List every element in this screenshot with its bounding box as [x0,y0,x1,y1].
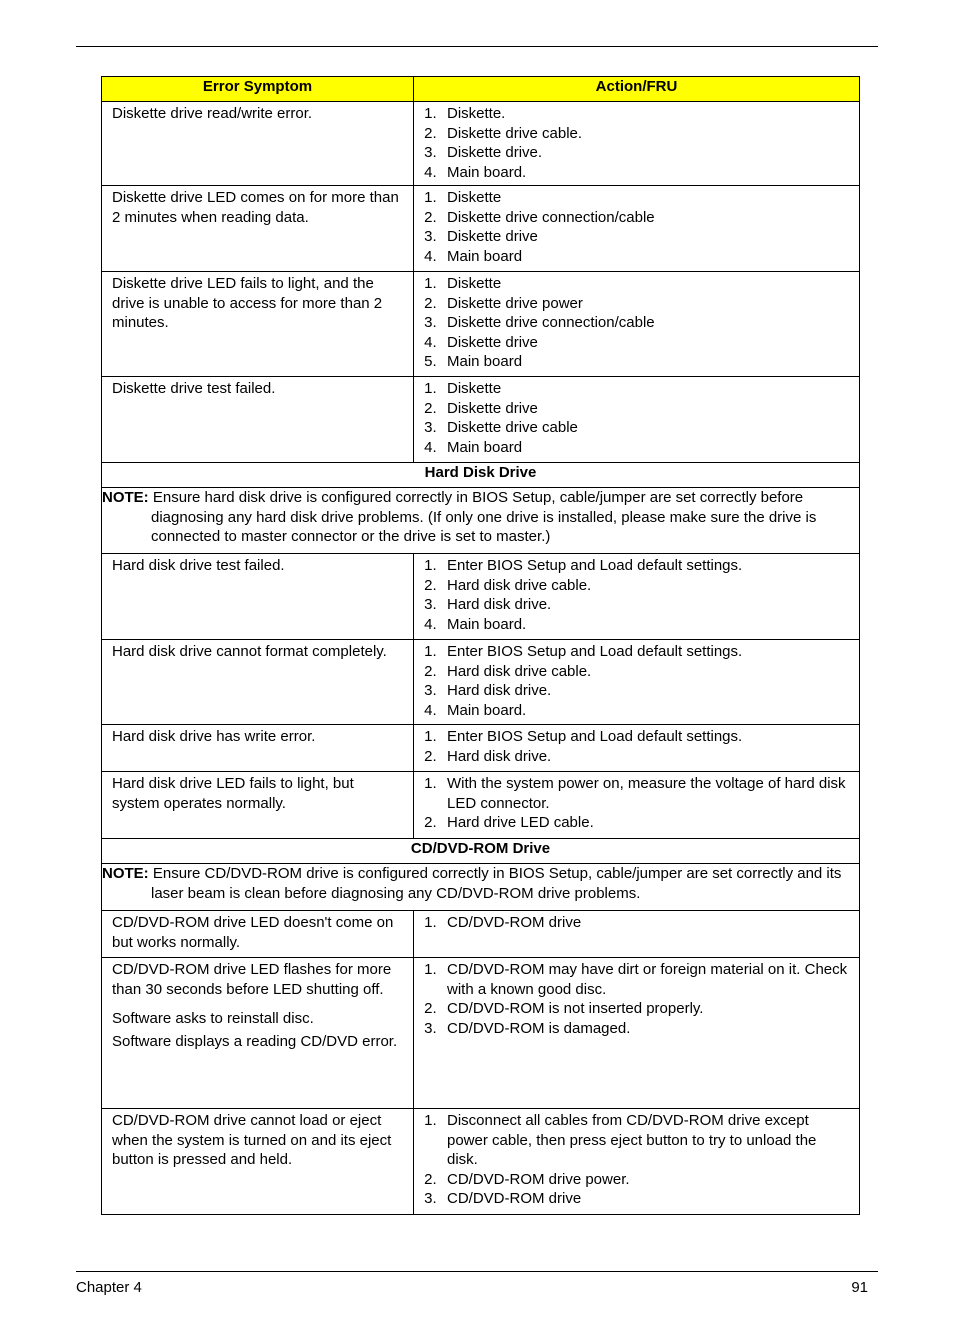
action-cell [414,911,860,958]
symptom-cell [102,102,414,186]
action-number: 2. [424,124,445,142]
action-text: Diskette [447,275,502,292]
action-number: 2. [424,814,445,831]
action-number: 4. [424,701,445,719]
action-list [414,1109,859,1209]
action-item [414,556,849,576]
header-rule [76,46,878,47]
action-text: Diskette drive power [447,294,583,312]
note-label: NOTE: [102,489,149,506]
action-number: 1. [424,275,445,292]
action-cell [414,554,860,640]
action-item [414,379,849,399]
action-item [414,124,849,144]
action-number: 4. [424,438,445,456]
action-number: 3. [424,1190,445,1207]
table-header-row [102,77,860,102]
action-cell [414,725,860,772]
action-text: Diskette. [447,105,506,122]
action-item [414,1019,849,1039]
table-row [102,911,860,958]
action-cell [414,102,860,186]
note-cell [102,488,860,554]
action-text: Main board [447,247,523,265]
action-cell [414,772,860,839]
action-list [414,772,859,833]
action-item [414,399,849,419]
action-number: 1. [424,189,445,206]
table-row [102,725,860,772]
action-text: Main board. [447,615,527,633]
column-header-action-fru: Action/FRU [414,77,860,102]
action-item [414,163,849,183]
column-header-error-symptom: Error Symptom [102,77,414,102]
note-text-block [102,488,859,547]
action-text: Diskette drive. [447,144,543,161]
action-text: Diskette [447,380,502,397]
symptom-cell [102,958,414,1109]
action-item [414,999,849,1019]
action-text: Diskette drive cable [447,419,578,436]
action-number: 2. [424,1000,445,1017]
action-text: Hard disk drive cable. [447,662,592,680]
action-item [414,813,849,833]
action-number: 1. [424,728,445,745]
action-number: 2. [424,662,445,680]
action-item [414,352,849,372]
section-title-hard-disk-drive: Hard Disk Drive [102,463,860,488]
symptom-text: Software displays a reading CD/DVD error. [112,1033,398,1050]
footer-rule [76,1271,878,1272]
action-number: 2. [424,208,445,226]
action-item [414,104,849,124]
action-cell [414,186,860,272]
action-number: 1. [424,961,445,978]
action-number: 1. [424,380,445,397]
action-text: Diskette drive [447,228,538,245]
action-text: Main board. [447,163,527,181]
action-text: Main board [447,353,523,370]
table-row [102,554,860,640]
table-row [102,272,860,377]
action-number: 1. [424,643,445,660]
action-item [414,662,849,682]
symptom-text: Hard disk drive cannot format completely. [112,643,387,660]
table-body [102,102,860,1215]
symptom-cell [102,272,414,377]
action-item [414,960,849,999]
note-cell [102,864,860,911]
action-text: Enter BIOS Setup and Load default settings. [447,728,743,745]
action-number: 4. [424,247,445,265]
table-row [102,186,860,272]
action-text: Enter BIOS Setup and Load default settings. [447,557,743,574]
action-item [414,418,849,438]
section-title-cd-dvd-rom-drive: CD/DVD-ROM Drive [102,839,860,864]
action-number: 1. [424,914,445,931]
section-row [102,839,860,864]
action-item [414,1111,849,1170]
action-text: Hard disk drive. [447,682,552,699]
action-text: CD/DVD-ROM drive [447,914,582,931]
action-item [414,227,849,247]
action-item [414,208,849,228]
action-number: 3. [424,228,445,245]
note-text-block [102,864,859,903]
table-row [102,102,860,186]
symptom-text: Hard disk drive test failed. [112,557,285,574]
table-row [102,958,860,1109]
action-number: 2. [424,1170,445,1188]
symptom-text: Software asks to reinstall disc. [112,1009,314,1027]
footer-chapter: Chapter 4 [76,1279,142,1296]
note-row [102,864,860,911]
action-number: 1. [424,557,445,574]
action-number: 3. [424,144,445,161]
action-number: 3. [424,419,445,436]
symptom-text: CD/DVD-ROM drive LED doesn't come on but works normally. [112,914,394,951]
table-row [102,377,860,463]
action-number: 4. [424,615,445,633]
symptom-cell [102,640,414,725]
symptom-cell [102,911,414,958]
action-item [414,143,849,163]
action-text: Diskette drive cable. [447,124,583,142]
action-item [414,747,849,767]
troubleshooting-table [101,76,860,1215]
action-list [414,377,859,457]
action-list [414,958,859,1038]
action-item [414,595,849,615]
action-number: 3. [424,682,445,699]
action-text: CD/DVD-ROM is not inserted properly. [447,1000,704,1017]
action-cell [414,377,860,463]
action-text: Hard disk drive cable. [447,576,592,594]
action-text: CD/DVD-ROM may have dirt or foreign material on it. Check with a known good disc. [447,961,848,998]
note-label: NOTE: [102,865,149,882]
action-text: Diskette drive connection/cable [447,314,655,331]
action-item [414,642,849,662]
action-number: 4. [424,163,445,181]
table-row [102,772,860,839]
action-number: 1. [424,775,445,792]
note-row [102,488,860,554]
action-number: 1. [424,105,445,122]
action-number: 2. [424,399,445,417]
action-list [414,725,859,766]
action-list [414,640,859,720]
footer-page-number: 91 [851,1279,868,1296]
action-item [414,576,849,596]
symptom-cell [102,725,414,772]
action-list [414,272,859,372]
action-list [414,554,859,634]
action-number: 2. [424,294,445,312]
symptom-cell [102,772,414,839]
action-text: Disconnect all cables from CD/DVD-ROM drive except power cable, then press eject button to try to unload the disk. [447,1112,817,1168]
note-text: Ensure CD/DVD-ROM drive is configured correctly in BIOS Setup, cable/jumper are set correctly and its laser beam is clean before diagnosing any CD/DVD-ROM drive problems. [151,865,842,902]
symptom-text: CD/DVD-ROM drive LED flashes for more than 30 seconds before LED shutting off. [112,961,392,998]
table-row [102,1109,860,1215]
action-cell [414,1109,860,1215]
action-list [414,911,859,933]
action-text: With the system power on, measure the voltage of hard disk LED connector. [447,775,846,812]
action-text: Diskette drive [447,333,538,351]
action-number: 5. [424,353,445,370]
symptom-cell [102,377,414,463]
action-text: Enter BIOS Setup and Load default settings. [447,643,743,660]
action-text: CD/DVD-ROM drive power. [447,1170,630,1188]
symptom-text: Diskette drive test failed. [112,380,276,397]
action-item [414,438,849,458]
action-text: Main board. [447,701,527,719]
action-cell [414,958,860,1109]
action-number: 3. [424,1019,445,1037]
action-list [414,102,859,182]
action-number: 4. [424,333,445,351]
symptom-cell [102,186,414,272]
action-text: CD/DVD-ROM drive [447,1190,582,1207]
action-list [414,186,859,266]
action-text: Hard disk drive. [447,747,552,765]
action-number: 1. [424,1112,445,1129]
action-number: 2. [424,576,445,594]
action-cell [414,272,860,377]
action-cell [414,640,860,725]
action-item [414,294,849,314]
action-text: CD/DVD-ROM is damaged. [447,1019,631,1037]
action-item [414,333,849,353]
symptom-cell [102,1109,414,1215]
action-text: Diskette [447,189,502,206]
action-text: Diskette drive connection/cable [447,208,655,226]
action-item [414,913,849,933]
action-item [414,274,849,294]
action-item [414,701,849,721]
action-text: Hard disk drive. [447,596,552,613]
action-item [414,247,849,267]
symptom-cell [102,554,414,640]
action-item [414,1189,849,1209]
action-item [414,774,849,813]
note-text: Ensure hard disk drive is configured correctly in BIOS Setup, cable/jumper are set correctly before diagnosing any hard disk drive problems. (If only one drive is installed, please make sure the drive is connected to master connector or the drive is set to master.) [151,489,817,545]
action-number: 3. [424,314,445,331]
action-item [414,188,849,208]
symptom-text: Diskette drive read/write error. [112,105,313,122]
action-number: 2. [424,747,445,765]
action-item [414,313,849,333]
action-item [414,681,849,701]
action-number: 3. [424,596,445,613]
table-row [102,640,860,725]
action-item [414,1170,849,1190]
symptom-text: CD/DVD-ROM drive cannot load or eject when the system is turned on and its eject button is pressed and held. [112,1112,392,1168]
section-row [102,463,860,488]
symptom-text: Hard disk drive LED fails to light, but system operates normally. [112,775,354,812]
action-item [414,727,849,747]
symptom-text: Diskette drive LED fails to light, and the drive is unable to access for more than 2 minutes. [112,275,383,331]
action-item [414,615,849,635]
action-text: Hard drive LED cable. [447,814,594,831]
action-text: Diskette drive [447,399,538,417]
symptom-text: Hard disk drive has write error. [112,728,316,745]
symptom-text: Diskette drive LED comes on for more than 2 minutes when reading data. [112,189,399,226]
action-text: Main board [447,438,523,456]
